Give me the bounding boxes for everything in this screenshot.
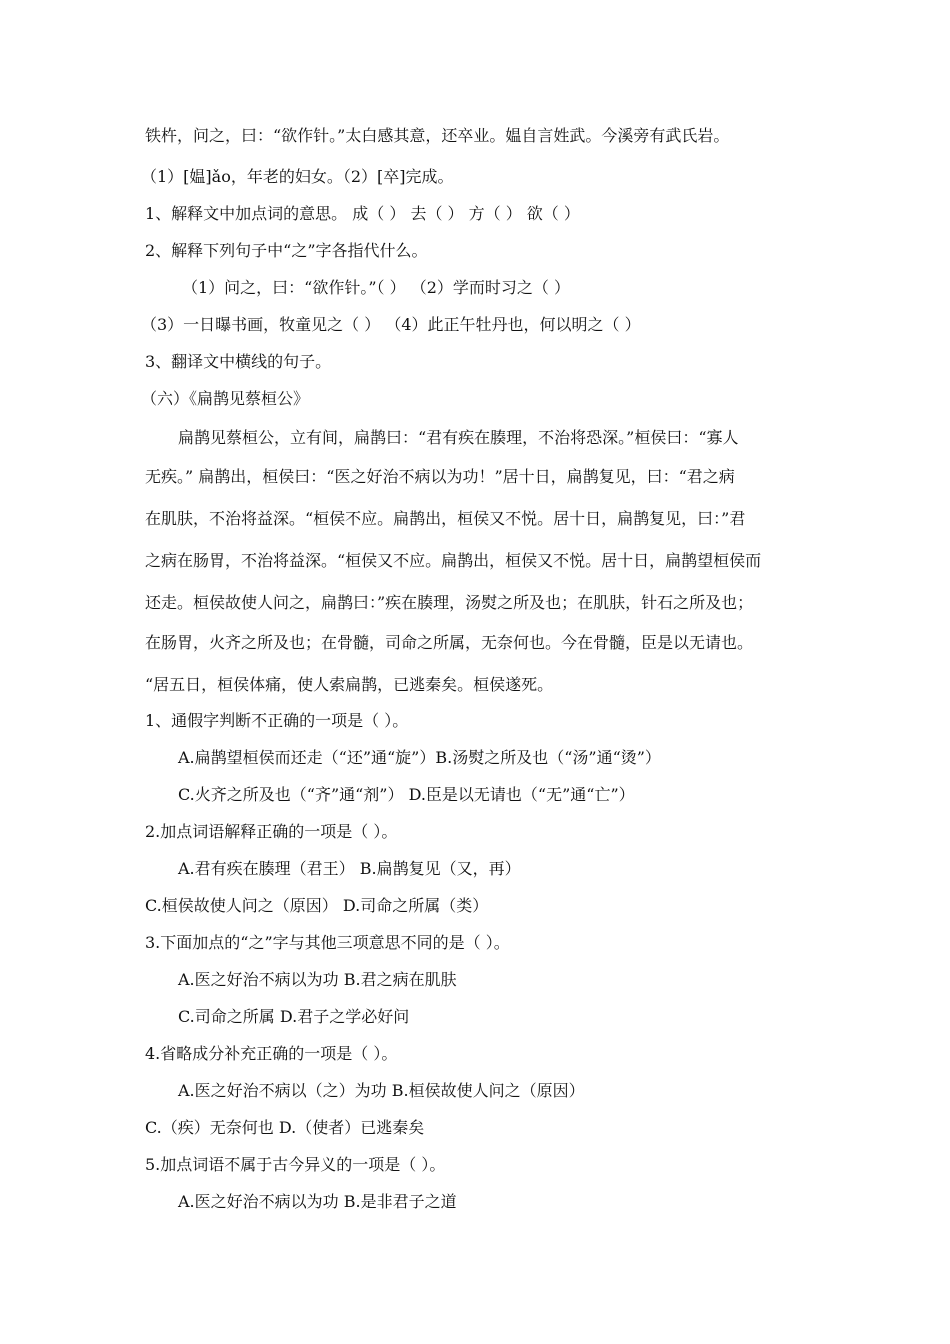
text-line: 铁杵，问之，曰：“欲作针。”太白感其意，还卒业。媪自言姓武。今溪旁有武氏岩。: [145, 126, 730, 145]
option-line: C.司命之所属 D.君子之学必好问: [178, 1007, 410, 1026]
option-line: A.扁鹊望桓侯而还走（“还”通“旋”）B.汤熨之所及也（“汤”通“烫”）: [178, 748, 661, 767]
passage-line: 扁鹊见蔡桓公，立有间，扁鹊曰：“君有疾在腠理，不治将恐深。”桓侯曰：“寡人: [178, 428, 739, 447]
question-line: 2、解释下列句子中“之”字各指代什么。: [145, 241, 428, 260]
option-line: A.医之好治不病以为功 B.是非君子之道: [178, 1192, 457, 1211]
passage-line: 在肠胃，火齐之所及也；在骨髓，司命之所属，无奈何也。今在骨髓，臣是以无请也。: [145, 633, 754, 652]
section-title: （六）《扁鹊见蔡桓公》: [141, 389, 310, 408]
question-line: 3、翻译文中横线的句子。: [145, 352, 332, 371]
question-line: 3.下面加点的“之”字与其他三项意思不同的是（ ）。: [145, 933, 510, 952]
passage-line: 无疾。” 扁鹊出，桓侯曰：“医之好治不病以为功！”居十日，扁鹊复见，曰：“君之病: [145, 467, 735, 486]
question-line: 5.加点词语不属于古今异义的一项是（ ）。: [145, 1155, 446, 1174]
question-line: 4.省略成分补充正确的一项是（ ）。: [145, 1044, 398, 1063]
passage-line: “居五日，桓侯体痛，使人索扁鹊，已逃秦矣。桓侯遂死。: [145, 675, 554, 694]
question-line: （3）一日曝书画，牧童见之（ ） （4）此正午牡丹也，何以明之（ ）: [141, 315, 641, 334]
option-line: A.医之好治不病以为功 B.君之病在肌肤: [178, 970, 457, 989]
option-line: A.君有疾在腠理（君王） B.扁鹊复见（又，再）: [178, 859, 521, 878]
footnote-line: （1）[媪]ǎo，年老的妇女。（2）[卒]完成。: [141, 167, 454, 186]
option-line: A.医之好治不病以（之）为功 B.桓侯故使人问之（原因）: [178, 1081, 585, 1100]
question-line: 1、解释文中加点词的意思。 成（ ） 去（ ） 方（ ） 欲（ ）: [145, 204, 580, 223]
passage-line: 还走。桓侯故使人问之，扁鹊曰：”疾在腠理，汤熨之所及也；在肌肤，针石之所及也；: [145, 593, 754, 612]
question-line: 1、通假字判断不正确的一项是（ ）。: [145, 711, 409, 730]
question-line: （1）问之，曰：“欲作针。”（ ） （2）学而时习之（ ）: [182, 278, 570, 297]
option-line: C.桓侯故使人问之（原因） D.司命之所属（类）: [145, 896, 489, 915]
passage-line: 之病在肠胃，不治将益深。“桓侯又不应。扁鹊出，桓侯又不悦。居十日，扁鹊望桓侯而: [145, 551, 762, 570]
passage-line: 在肌肤，不治将益深。“桓侯不应。扁鹊出，桓侯又不悦。居十日，扁鹊复见，曰：”君: [145, 509, 746, 528]
option-line: C.（疾）无奈何也 D.（使者）已逃秦矣: [145, 1118, 425, 1137]
question-line: 2.加点词语解释正确的一项是（ ）。: [145, 822, 398, 841]
option-line: C.火齐之所及也（“齐”通“剂”） D.臣是以无请也（“无”通“亡”）: [178, 785, 635, 804]
